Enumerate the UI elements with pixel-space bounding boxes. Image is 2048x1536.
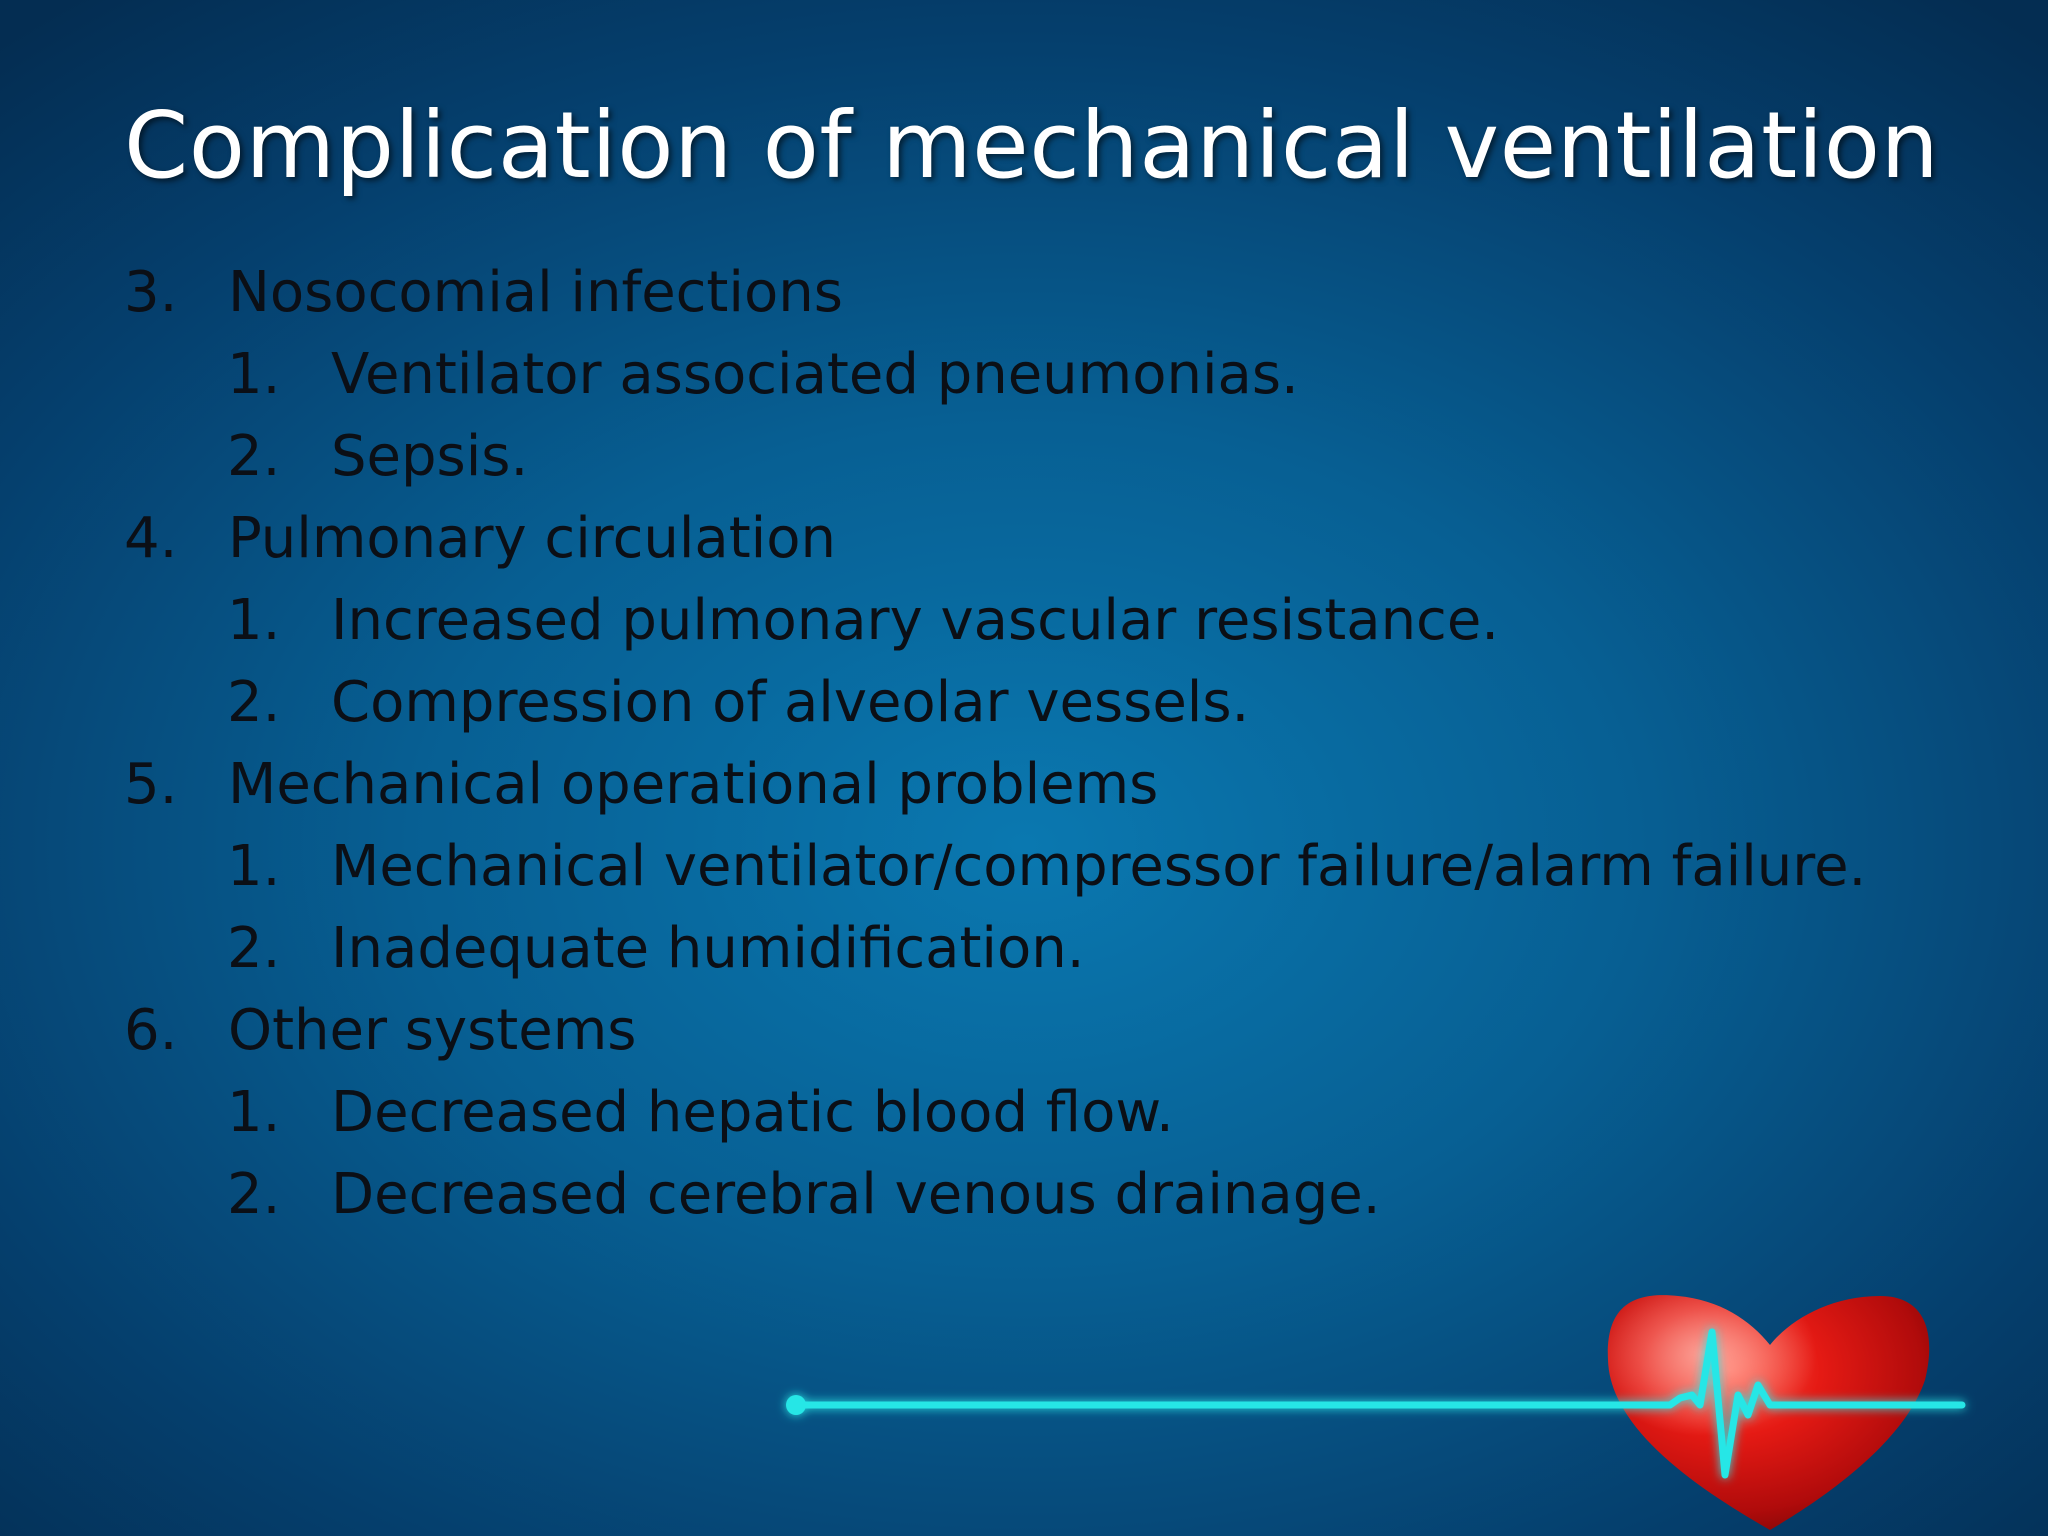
item-number: 4. <box>124 506 178 571</box>
sub-list-item <box>124 662 1866 744</box>
sub-list-item <box>124 334 1866 416</box>
item-number: 2. <box>227 916 281 981</box>
sub-list-item <box>124 416 1866 498</box>
item-text: Compression of alveolar vessels. <box>331 670 1250 735</box>
item-number: 2. <box>227 424 281 489</box>
item-text: Sepsis. <box>331 424 529 489</box>
complication-list <box>124 252 1866 1236</box>
list-item <box>124 990 1866 1072</box>
item-text: Ventilator associated pneumonias. <box>331 342 1299 407</box>
item-text: Nosocomial infections <box>228 260 843 325</box>
list-item <box>124 744 1866 826</box>
item-number: 3. <box>124 260 178 325</box>
item-number: 2. <box>227 670 281 735</box>
list-item <box>124 498 1866 580</box>
item-number: 1. <box>227 834 281 899</box>
item-number: 1. <box>227 588 281 653</box>
slide-title: Complication of mechanical ventilation <box>124 92 1940 199</box>
item-text: Mechanical operational problems <box>228 752 1159 817</box>
item-number: 6. <box>124 998 178 1063</box>
item-number: 5. <box>124 752 178 817</box>
sub-list-item <box>124 1154 1866 1236</box>
item-text: Pulmonary circulation <box>228 506 836 571</box>
heart-shape <box>1608 1295 1929 1530</box>
sub-list-item <box>124 580 1866 662</box>
item-number: 2. <box>227 1162 281 1227</box>
item-text: Other systems <box>228 998 637 1063</box>
item-text: Decreased cerebral venous drainage. <box>331 1162 1381 1227</box>
item-number: 1. <box>227 1080 281 1145</box>
item-text: Inadequate humidification. <box>331 916 1085 981</box>
ecg-pulse-line <box>786 1332 1962 1475</box>
list-item <box>124 252 1866 334</box>
item-text: Decreased hepatic blood flow. <box>331 1080 1174 1145</box>
sub-list-item <box>124 908 1866 990</box>
item-text: Mechanical ventilator/compressor failure/alarm failure. <box>331 834 1867 899</box>
item-number: 1. <box>227 342 281 407</box>
sub-list-item <box>124 1072 1866 1154</box>
item-text: Increased pulmonary vascular resistance. <box>331 588 1500 653</box>
sub-list-item <box>124 826 1866 908</box>
